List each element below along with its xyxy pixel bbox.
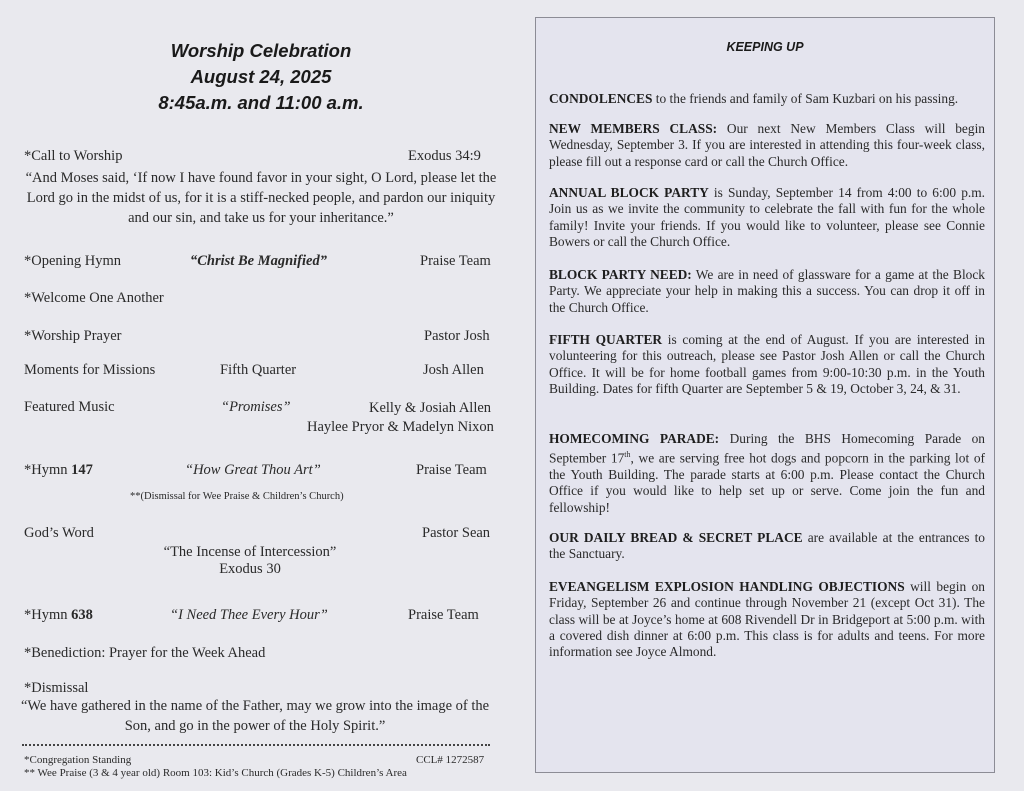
hymn-147-leader: Praise Team (416, 462, 487, 478)
gods-word-label: God’s Word (24, 525, 94, 541)
dotted-divider (22, 744, 490, 746)
hymn-147-title: “How Great Thou Art” (185, 462, 321, 478)
featured-music-label: Featured Music (24, 399, 115, 415)
announcement-text: is Sunday, September 14 from 4:00 to 6:00 p.m. Join us as we invite the community to celebrate the fall with fun for the whole family! Invite your friends. If you would like to volunteer, please see Connie Bowers or call the Church Office. (549, 185, 985, 249)
announcement-text: , we are serving free hot dogs and popcorn in the parking lot of the Youth Building. The parade starts at 6:00 p.m. Please contact the Church Office if you would like to help set up or serve. Come join the fun and fellowship! (549, 450, 985, 515)
missions-label: Moments for Missions (24, 362, 156, 378)
announcement-block-party (549, 185, 985, 250)
hymn-label: *Hymn (24, 607, 68, 623)
announcement-lead: ANNUAL BLOCK PARTY (549, 185, 709, 200)
bulletin-times: 8:45a.m. and 11:00 a.m. (158, 92, 364, 113)
announcement-lead: BLOCK PARTY NEED: (549, 267, 692, 282)
announcement-new-members (549, 121, 985, 170)
announcement-text: During the BHS Homecoming Parade on September 17 (549, 431, 985, 466)
hymn-number: 147 (71, 462, 93, 478)
hymn-label: *Hymn (24, 462, 68, 478)
worship-prayer-label: *Worship Prayer (24, 328, 122, 344)
opening-hymn-title: “Christ Be Magnified” (190, 253, 327, 269)
sermon-title: “The Incense of Intercession” (163, 544, 337, 560)
announcement-superscript: th (624, 450, 631, 460)
call-to-worship-label: *Call to Worship (24, 148, 123, 164)
announcement-lead: OUR DAILY BREAD & SECRET PLACE (549, 530, 803, 545)
announcement-lead: CONDOLENCES (549, 91, 653, 106)
hymn-638-leader: Praise Team (408, 607, 479, 623)
dismissal-line: “We have gathered in the name of the Father, may we grow into the image of the (20, 698, 490, 714)
ccli-number: CCL# 1272587 (416, 754, 485, 766)
announcement-condolences (549, 91, 985, 107)
announcement-text: will begin on Friday, September 26 and continue through November 21 (except Oct 31). The class will be at Joyce’s home at 608 Rivendell Dr in Bridgeport at 5:00 p.m. with a covered dish dinner at 6:00 p.m. This class is for adults and teens. For more information see Joyce Almond. (549, 579, 986, 660)
keeping-up-heading: KEEPING UP (726, 40, 804, 54)
opening-hymn-label: *Opening Hymn (24, 253, 122, 269)
call-verse (20, 168, 502, 228)
dismissal-note: **(Dismissal for Wee Praise & Children’s Church) (130, 491, 344, 502)
announcement-daily-bread (549, 530, 985, 563)
announcement-text: is coming at the end of August. If you are interested in volunteering for this outreach, please see Pastor Josh Allen or call the Church Office. It will be for home football games from 9:00-10:30 p.m. in the Youth Building. Dates for fifth Quarter are September 5 & 19, October 3, 24, & 31. (549, 332, 985, 396)
announcement-text: to the friends and family of Sam Kuzbari on his passing. (652, 91, 959, 106)
congregation-standing-note: *Congregation Standing (24, 754, 132, 766)
call-verse-line: Lord go in the midst of us, for it is a stiff-necked people, and pardon our iniquity (26, 190, 496, 206)
announcement-fifth-quarter (549, 332, 985, 397)
rooms-note: ** Wee Praise (3 & 4 year old) Room 103: Kid’s Church (Grades K-5) Children’s Area (24, 767, 407, 779)
dismissal-line: Son, and go in the power of the Holy Spirit.” (124, 718, 386, 734)
hymn-number: 638 (71, 607, 93, 623)
benediction-label: *Benediction: Prayer for the Week Ahead (24, 645, 266, 661)
call-verse-line: and our sin, and take us for your inheritance.” (128, 210, 394, 226)
announcement-lead: FIFTH QUARTER (549, 332, 663, 347)
dismissal-label: *Dismissal (24, 680, 89, 696)
announcement-text: are available at the entrances to the Sanctuary. (549, 530, 985, 562)
announcement-lead: HOMECOMING PARADE: (549, 431, 720, 446)
announcement-homecoming (549, 431, 985, 516)
bulletin-date: August 24, 2025 (190, 66, 332, 87)
featured-music-leader: Kelly & Josiah Allen (369, 400, 492, 416)
featured-music-title: “Promises” (221, 399, 291, 415)
hymn-147-label (24, 462, 93, 479)
featured-music-leader-2: Haylee Pryor & Madelyn Nixon (307, 419, 494, 435)
bulletin-title: Worship Celebration (170, 40, 352, 61)
announcement-text: We are in need of glassware for a game at the Block Party. We appreciate your help in making this a success. You can drop it off in the Church Office. (549, 267, 985, 315)
call-verse-line: “And Moses said, ‘If now I have found favor in your sight, O Lord, please let the (25, 170, 497, 186)
announcement-lead: NEW MEMBERS CLASS: (549, 121, 718, 136)
hymn-638-title: “I Need Thee Every Hour” (170, 607, 328, 623)
call-to-worship-ref: Exodus 34:9 (408, 148, 481, 164)
missions-title: Fifth Quarter (220, 362, 297, 378)
worship-prayer-leader: Pastor Josh (424, 328, 490, 344)
gods-word-leader: Pastor Sean (422, 525, 491, 541)
hymn-638-label (24, 607, 93, 624)
welcome-label: *Welcome One Another (24, 290, 164, 306)
dismissal-blessing (20, 696, 490, 736)
announcement-evangelism (549, 579, 985, 660)
announcement-lead: EVEANGELISM EXPLOSION HANDLING OBJECTIONS (549, 579, 905, 594)
announcement-text: Our next New Members Class will begin Wednesday, September 3. If you are interested in attending this four-week class, please fill out a response card or call the Church Office. (549, 121, 985, 169)
missions-leader: Josh Allen (423, 362, 484, 378)
sermon-ref: Exodus 30 (219, 561, 281, 577)
announcement-block-party-need (549, 267, 985, 316)
opening-hymn-leader: Praise Team (420, 253, 491, 269)
